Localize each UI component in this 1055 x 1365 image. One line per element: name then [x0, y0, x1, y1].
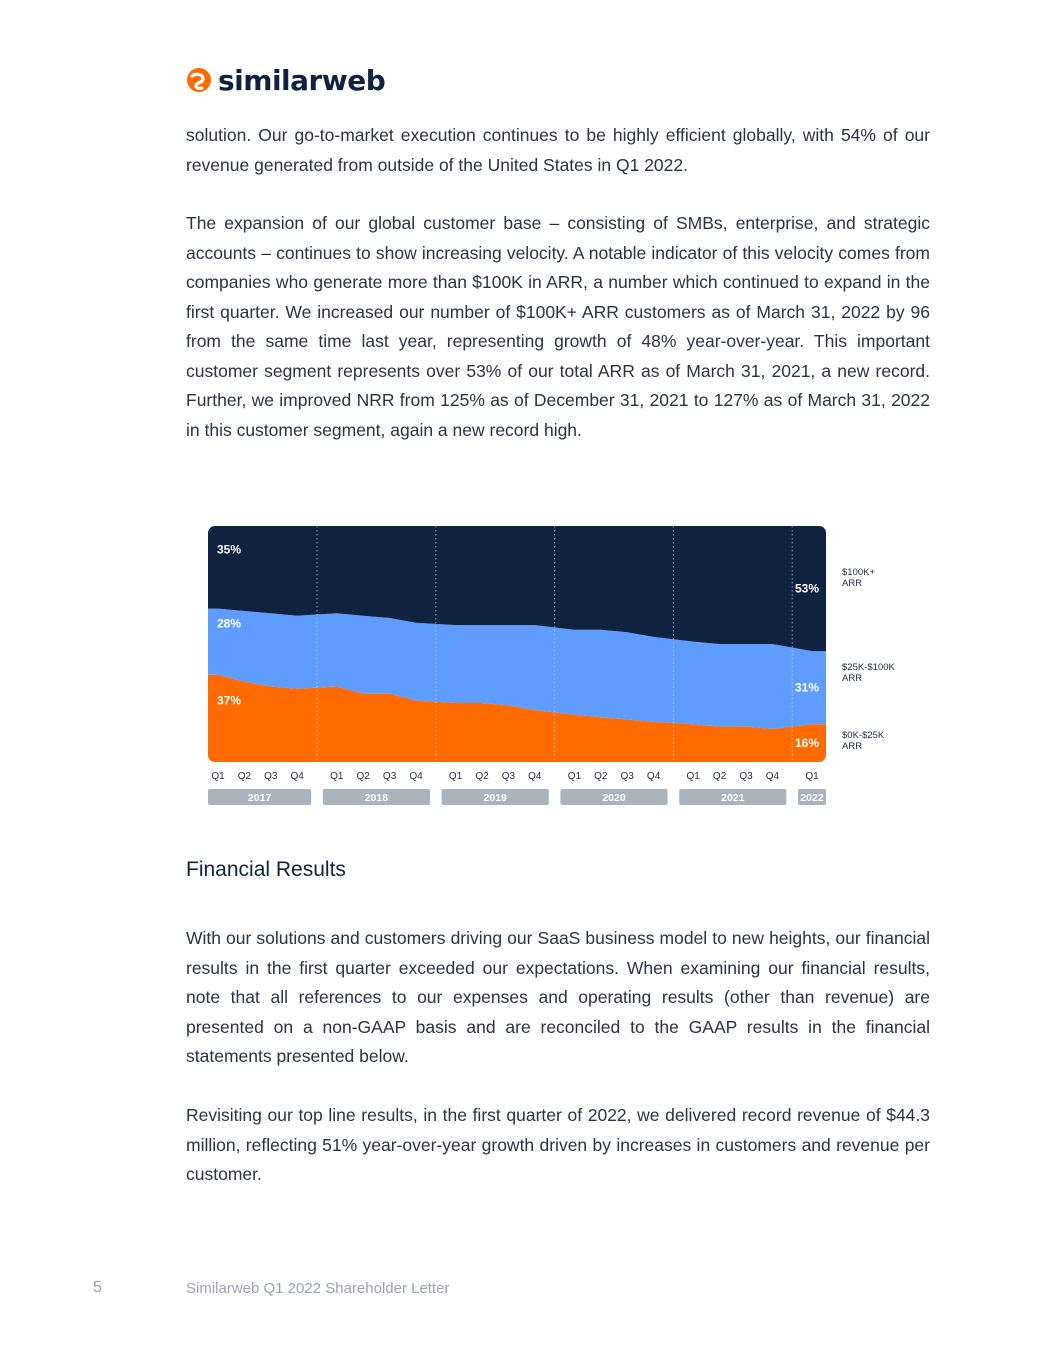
data-label-end: 53% — [794, 581, 819, 596]
x-tick-label: Q1 — [805, 771, 819, 782]
year-label: 2021 — [721, 792, 745, 804]
x-tick-label: Q1 — [448, 771, 463, 782]
x-tick-label: Q3 — [382, 771, 397, 782]
data-label-start: 37% — [217, 693, 242, 708]
section-title-financial-results: Financial Results — [186, 858, 346, 881]
arr-mix-chart — [200, 520, 920, 820]
legend-label: $25K-$100K — [842, 662, 895, 673]
legend-label: ARR — [842, 578, 863, 589]
data-label-start: 35% — [217, 542, 242, 557]
paragraph-financial-results: With our solutions and customers driving our SaaS business model to new heights, our financial results in the first quarter exceeded our expectations. When examining our financial results, note that all references to our expenses and operating results (other than revenue) are presented on a non-GAAP basis and are reconciled to the GAAP results in the financial statements presented below. — [186, 928, 930, 1066]
legend-label: ARR — [842, 741, 863, 752]
legend-label: $100K+ — [842, 567, 876, 578]
paragraph-top-line: Revisiting our top line results, in the first quarter of 2022, we delivered record revenue of $44.3 million, reflecting 51% year-over-year growth driven by increases in customers and revenue per customer. — [186, 1105, 930, 1184]
year-label: 2017 — [247, 792, 272, 804]
x-tick-label: Q4 — [409, 771, 423, 782]
x-tick-label: Q1 — [567, 771, 582, 782]
year-label: 2019 — [483, 792, 507, 804]
similarweb-logo-icon — [186, 67, 212, 93]
paragraph-customer-base: The expansion of our global customer base – consisting of SMBs, enterprise, and strategic accounts – continues to show increasing velocity. A notable indicator of this velocity comes from companies who generate more than $100K in ARR, a number which continued to expand in the first quarter. We increased our number of $100K+ ARR customers as of March 31, 2022 by 96 from the same time last year, representing growth of 48% year-over-year. This important customer segment represents over 53% of our total ARR as of March 31, 2021, a new record. Further, we improved NRR from 125% as of December 31, 2021 to 127% as of March 31, 2022 in this customer segment, again a new record high. — [186, 213, 930, 440]
x-tick-label: Q2 — [475, 771, 489, 782]
legend-label: $0K-$25K — [842, 730, 885, 741]
x-tick-label: Q3 — [620, 771, 634, 782]
x-tick-label: Q1 — [330, 771, 344, 782]
data-label-end: 31% — [794, 680, 819, 695]
x-tick-label: Q2 — [594, 771, 608, 782]
footer-text: Similarweb Q1 2022 Shareholder Letter — [186, 1280, 450, 1297]
data-label-start: 28% — [217, 616, 242, 631]
x-tick-label: Q3 — [501, 771, 516, 782]
brand-name: similarweb — [218, 63, 386, 97]
x-tick-label: Q4 — [528, 771, 542, 782]
x-tick-label: Q4 — [646, 771, 661, 782]
x-tick-label: Q2 — [356, 771, 370, 782]
paragraph-intro: solution. Our go-to-market execution continues to be highly efficient globally, with 54% of our revenue generated from outside of the United States in Q1 2022. — [186, 125, 930, 175]
x-tick-label: Q1 — [211, 771, 225, 782]
x-tick-label: Q1 — [686, 771, 700, 782]
data-label-end: 16% — [794, 736, 819, 751]
plot-area — [208, 526, 826, 762]
legend-label: ARR — [842, 673, 863, 684]
page-number: 5 — [93, 1279, 102, 1296]
year-label: 2020 — [602, 792, 626, 804]
x-tick-label: Q3 — [264, 771, 278, 782]
year-label: 2018 — [364, 792, 389, 804]
year-label: 2022 — [800, 792, 824, 804]
x-tick-label: Q2 — [237, 771, 252, 782]
x-tick-label: Q3 — [739, 771, 753, 782]
x-tick-label: Q2 — [712, 771, 727, 782]
x-tick-label: Q4 — [290, 771, 304, 782]
x-tick-label: Q4 — [765, 771, 780, 782]
brand-logo — [186, 62, 385, 98]
